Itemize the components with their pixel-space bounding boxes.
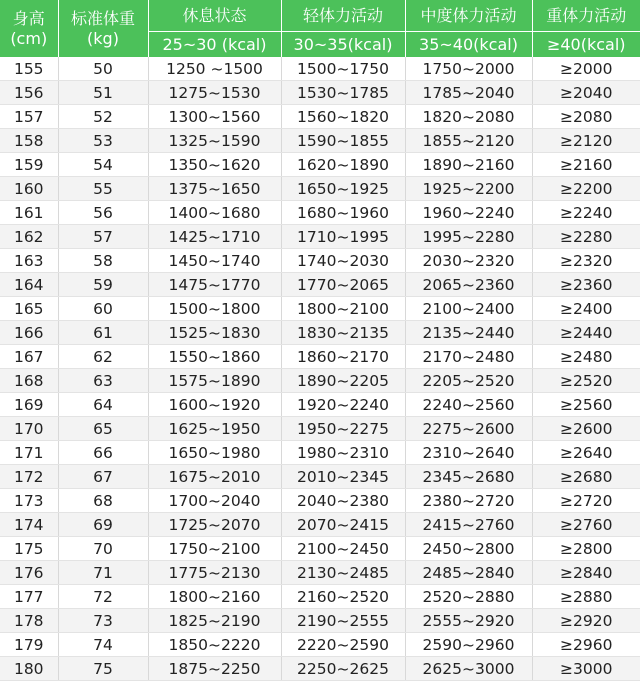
light-cell: 1740~2030: [281, 249, 405, 273]
table-row: [0, 369, 640, 393]
rest-cell: 1725~2070: [148, 513, 281, 537]
heavy-cell: ≥2640: [532, 441, 640, 465]
light-cell: 2160~2520: [281, 585, 405, 609]
moderate-cell: 2205~2520: [405, 369, 532, 393]
weight-cell: 51: [58, 81, 148, 105]
light-cell: 1860~2170: [281, 345, 405, 369]
light-cell: 2070~2415: [281, 513, 405, 537]
weight-cell: 71: [58, 561, 148, 585]
header-weight-unit: (kg): [87, 28, 119, 48]
heavy-cell: ≥2520: [532, 369, 640, 393]
moderate-cell: 2240~2560: [405, 393, 532, 417]
heavy-cell: ≥2960: [532, 633, 640, 657]
rest-cell: 1800~2160: [148, 585, 281, 609]
table-row: [0, 489, 640, 513]
moderate-cell: 2275~2600: [405, 417, 532, 441]
weight-cell: 74: [58, 633, 148, 657]
rest-cell: 1275~1530: [148, 81, 281, 105]
table-body: [0, 57, 640, 681]
moderate-cell: 1750~2000: [405, 57, 532, 81]
light-cell: 1530~1785: [281, 81, 405, 105]
heavy-cell: ≥2040: [532, 81, 640, 105]
light-cell: 2040~2380: [281, 489, 405, 513]
moderate-cell: 2030~2320: [405, 249, 532, 273]
heavy-cell: ≥2560: [532, 393, 640, 417]
heavy-cell: ≥2240: [532, 201, 640, 225]
height-cell: 171: [0, 441, 58, 465]
moderate-cell: 2380~2720: [405, 489, 532, 513]
weight-cell: 60: [58, 297, 148, 321]
heavy-cell: ≥2920: [532, 609, 640, 633]
heavy-cell: ≥2200: [532, 177, 640, 201]
weight-cell: 54: [58, 153, 148, 177]
rest-cell: 1300~1560: [148, 105, 281, 129]
light-cell: 2100~2450: [281, 537, 405, 561]
rest-cell: 1675~2010: [148, 465, 281, 489]
rest-cell: 1775~2130: [148, 561, 281, 585]
table-row: [0, 393, 640, 417]
height-cell: 158: [0, 129, 58, 153]
height-cell: 162: [0, 225, 58, 249]
height-cell: 164: [0, 273, 58, 297]
moderate-cell: 1855~2120: [405, 129, 532, 153]
rest-cell: 1750~2100: [148, 537, 281, 561]
heavy-cell: ≥2000: [532, 57, 640, 81]
heavy-cell: ≥2840: [532, 561, 640, 585]
rest-cell: 1625~1950: [148, 417, 281, 441]
light-cell: 1710~1995: [281, 225, 405, 249]
moderate-cell: 2345~2680: [405, 465, 532, 489]
rest-cell: 1325~1590: [148, 129, 281, 153]
weight-cell: 55: [58, 177, 148, 201]
moderate-cell: 2170~2480: [405, 345, 532, 369]
header-heavy: 重体力活动: [532, 0, 640, 32]
height-cell: 165: [0, 297, 58, 321]
header-moderate-range: 35~40(kcal): [405, 32, 532, 58]
light-cell: 2130~2485: [281, 561, 405, 585]
weight-cell: 52: [58, 105, 148, 129]
rest-cell: 1650~1980: [148, 441, 281, 465]
height-cell: 156: [0, 81, 58, 105]
height-cell: 161: [0, 201, 58, 225]
weight-cell: 57: [58, 225, 148, 249]
light-cell: 1620~1890: [281, 153, 405, 177]
moderate-cell: 1925~2200: [405, 177, 532, 201]
table-row: [0, 345, 640, 369]
moderate-cell: 2065~2360: [405, 273, 532, 297]
heavy-cell: ≥2480: [532, 345, 640, 369]
table-row: [0, 249, 640, 273]
weight-cell: 63: [58, 369, 148, 393]
heavy-cell: ≥2280: [532, 225, 640, 249]
table-row: [0, 201, 640, 225]
light-cell: 1830~2135: [281, 321, 405, 345]
table-row: [0, 273, 640, 297]
heavy-cell: ≥2120: [532, 129, 640, 153]
moderate-cell: 1820~2080: [405, 105, 532, 129]
header-light: 轻体力活动: [281, 0, 405, 32]
weight-cell: 75: [58, 657, 148, 681]
table-row: [0, 609, 640, 633]
light-cell: 1500~1750: [281, 57, 405, 81]
height-cell: 179: [0, 633, 58, 657]
header-weight-label: 标准体重: [70, 8, 135, 28]
heavy-cell: ≥2720: [532, 489, 640, 513]
height-cell: 166: [0, 321, 58, 345]
header-height-unit: (cm): [10, 28, 48, 48]
rest-cell: 1400~1680: [148, 201, 281, 225]
rest-cell: 1350~1620: [148, 153, 281, 177]
header-light-range: 30~35(kcal): [281, 32, 405, 58]
moderate-cell: 2485~2840: [405, 561, 532, 585]
table-row: [0, 657, 640, 681]
weight-cell: 62: [58, 345, 148, 369]
rest-cell: 1850~2220: [148, 633, 281, 657]
table-row: [0, 225, 640, 249]
light-cell: 1590~1855: [281, 129, 405, 153]
table-row: [0, 441, 640, 465]
heavy-cell: ≥2600: [532, 417, 640, 441]
table-row: [0, 57, 640, 81]
rest-cell: 1375~1650: [148, 177, 281, 201]
height-cell: 170: [0, 417, 58, 441]
heavy-cell: ≥2400: [532, 297, 640, 321]
header-heavy-range: ≥40(kcal): [532, 32, 640, 58]
rest-cell: 1600~1920: [148, 393, 281, 417]
rest-cell: 1450~1740: [148, 249, 281, 273]
weight-cell: 70: [58, 537, 148, 561]
heavy-cell: ≥2320: [532, 249, 640, 273]
light-cell: 1980~2310: [281, 441, 405, 465]
table-row: [0, 129, 640, 153]
table-row: [0, 177, 640, 201]
height-cell: 160: [0, 177, 58, 201]
heavy-cell: ≥2800: [532, 537, 640, 561]
weight-cell: 66: [58, 441, 148, 465]
height-cell: 180: [0, 657, 58, 681]
header-rest-range: 25~30 (kcal): [148, 32, 281, 58]
height-cell: 167: [0, 345, 58, 369]
heavy-cell: ≥2440: [532, 321, 640, 345]
weight-cell: 69: [58, 513, 148, 537]
moderate-cell: 2100~2400: [405, 297, 532, 321]
height-cell: 175: [0, 537, 58, 561]
weight-cell: 64: [58, 393, 148, 417]
weight-cell: 68: [58, 489, 148, 513]
moderate-cell: 2415~2760: [405, 513, 532, 537]
rest-cell: 1250 ~1500: [148, 57, 281, 81]
table-row: [0, 561, 640, 585]
height-cell: 174: [0, 513, 58, 537]
table-row: [0, 537, 640, 561]
height-cell: 172: [0, 465, 58, 489]
light-cell: 1650~1925: [281, 177, 405, 201]
heavy-cell: ≥2360: [532, 273, 640, 297]
heavy-cell: ≥2080: [532, 105, 640, 129]
heavy-cell: ≥2680: [532, 465, 640, 489]
header-moderate: 中度体力活动: [405, 0, 532, 32]
light-cell: 1800~2100: [281, 297, 405, 321]
weight-cell: 53: [58, 129, 148, 153]
height-cell: 159: [0, 153, 58, 177]
table-row: [0, 321, 640, 345]
rest-cell: 1700~2040: [148, 489, 281, 513]
weight-cell: 56: [58, 201, 148, 225]
light-cell: 1770~2065: [281, 273, 405, 297]
moderate-cell: 2555~2920: [405, 609, 532, 633]
weight-cell: 59: [58, 273, 148, 297]
light-cell: 1560~1820: [281, 105, 405, 129]
moderate-cell: 2135~2440: [405, 321, 532, 345]
moderate-cell: 1995~2280: [405, 225, 532, 249]
table-row: [0, 81, 640, 105]
weight-cell: 67: [58, 465, 148, 489]
light-cell: 1890~2205: [281, 369, 405, 393]
weight-cell: 73: [58, 609, 148, 633]
table-row: [0, 105, 640, 129]
heavy-cell: ≥2880: [532, 585, 640, 609]
weight-cell: 65: [58, 417, 148, 441]
weight-cell: 50: [58, 57, 148, 81]
height-cell: 169: [0, 393, 58, 417]
weight-cell: 58: [58, 249, 148, 273]
height-cell: 176: [0, 561, 58, 585]
height-cell: 173: [0, 489, 58, 513]
height-cell: 168: [0, 369, 58, 393]
table-row: [0, 513, 640, 537]
light-cell: 1680~1960: [281, 201, 405, 225]
weight-cell: 72: [58, 585, 148, 609]
rest-cell: 1550~1860: [148, 345, 281, 369]
moderate-cell: 2310~2640: [405, 441, 532, 465]
heavy-cell: ≥2760: [532, 513, 640, 537]
moderate-cell: 1960~2240: [405, 201, 532, 225]
rest-cell: 1825~2190: [148, 609, 281, 633]
height-cell: 155: [0, 57, 58, 81]
table-row: [0, 417, 640, 441]
rest-cell: 1525~1830: [148, 321, 281, 345]
rest-cell: 1575~1890: [148, 369, 281, 393]
header-weight: [58, 0, 148, 57]
rest-cell: 1875~2250: [148, 657, 281, 681]
table-row: [0, 153, 640, 177]
table-header: [0, 0, 640, 57]
header-height-label: 身高: [12, 8, 45, 28]
table-row: [0, 633, 640, 657]
light-cell: 2220~2590: [281, 633, 405, 657]
rest-cell: 1475~1770: [148, 273, 281, 297]
table-row: [0, 297, 640, 321]
moderate-cell: 2520~2880: [405, 585, 532, 609]
light-cell: 1920~2240: [281, 393, 405, 417]
heavy-cell: ≥2160: [532, 153, 640, 177]
table-row: [0, 465, 640, 489]
light-cell: 2190~2555: [281, 609, 405, 633]
weight-cell: 61: [58, 321, 148, 345]
moderate-cell: 2450~2800: [405, 537, 532, 561]
light-cell: 1950~2275: [281, 417, 405, 441]
header-height: [0, 0, 58, 57]
height-cell: 177: [0, 585, 58, 609]
light-cell: 2010~2345: [281, 465, 405, 489]
moderate-cell: 1785~2040: [405, 81, 532, 105]
heavy-cell: ≥3000: [532, 657, 640, 681]
moderate-cell: 2625~3000: [405, 657, 532, 681]
height-cell: 178: [0, 609, 58, 633]
rest-cell: 1425~1710: [148, 225, 281, 249]
moderate-cell: 2590~2960: [405, 633, 532, 657]
rest-cell: 1500~1800: [148, 297, 281, 321]
height-cell: 163: [0, 249, 58, 273]
height-cell: 157: [0, 105, 58, 129]
light-cell: 2250~2625: [281, 657, 405, 681]
moderate-cell: 1890~2160: [405, 153, 532, 177]
header-rest: 休息状态: [148, 0, 281, 32]
table-row: [0, 585, 640, 609]
